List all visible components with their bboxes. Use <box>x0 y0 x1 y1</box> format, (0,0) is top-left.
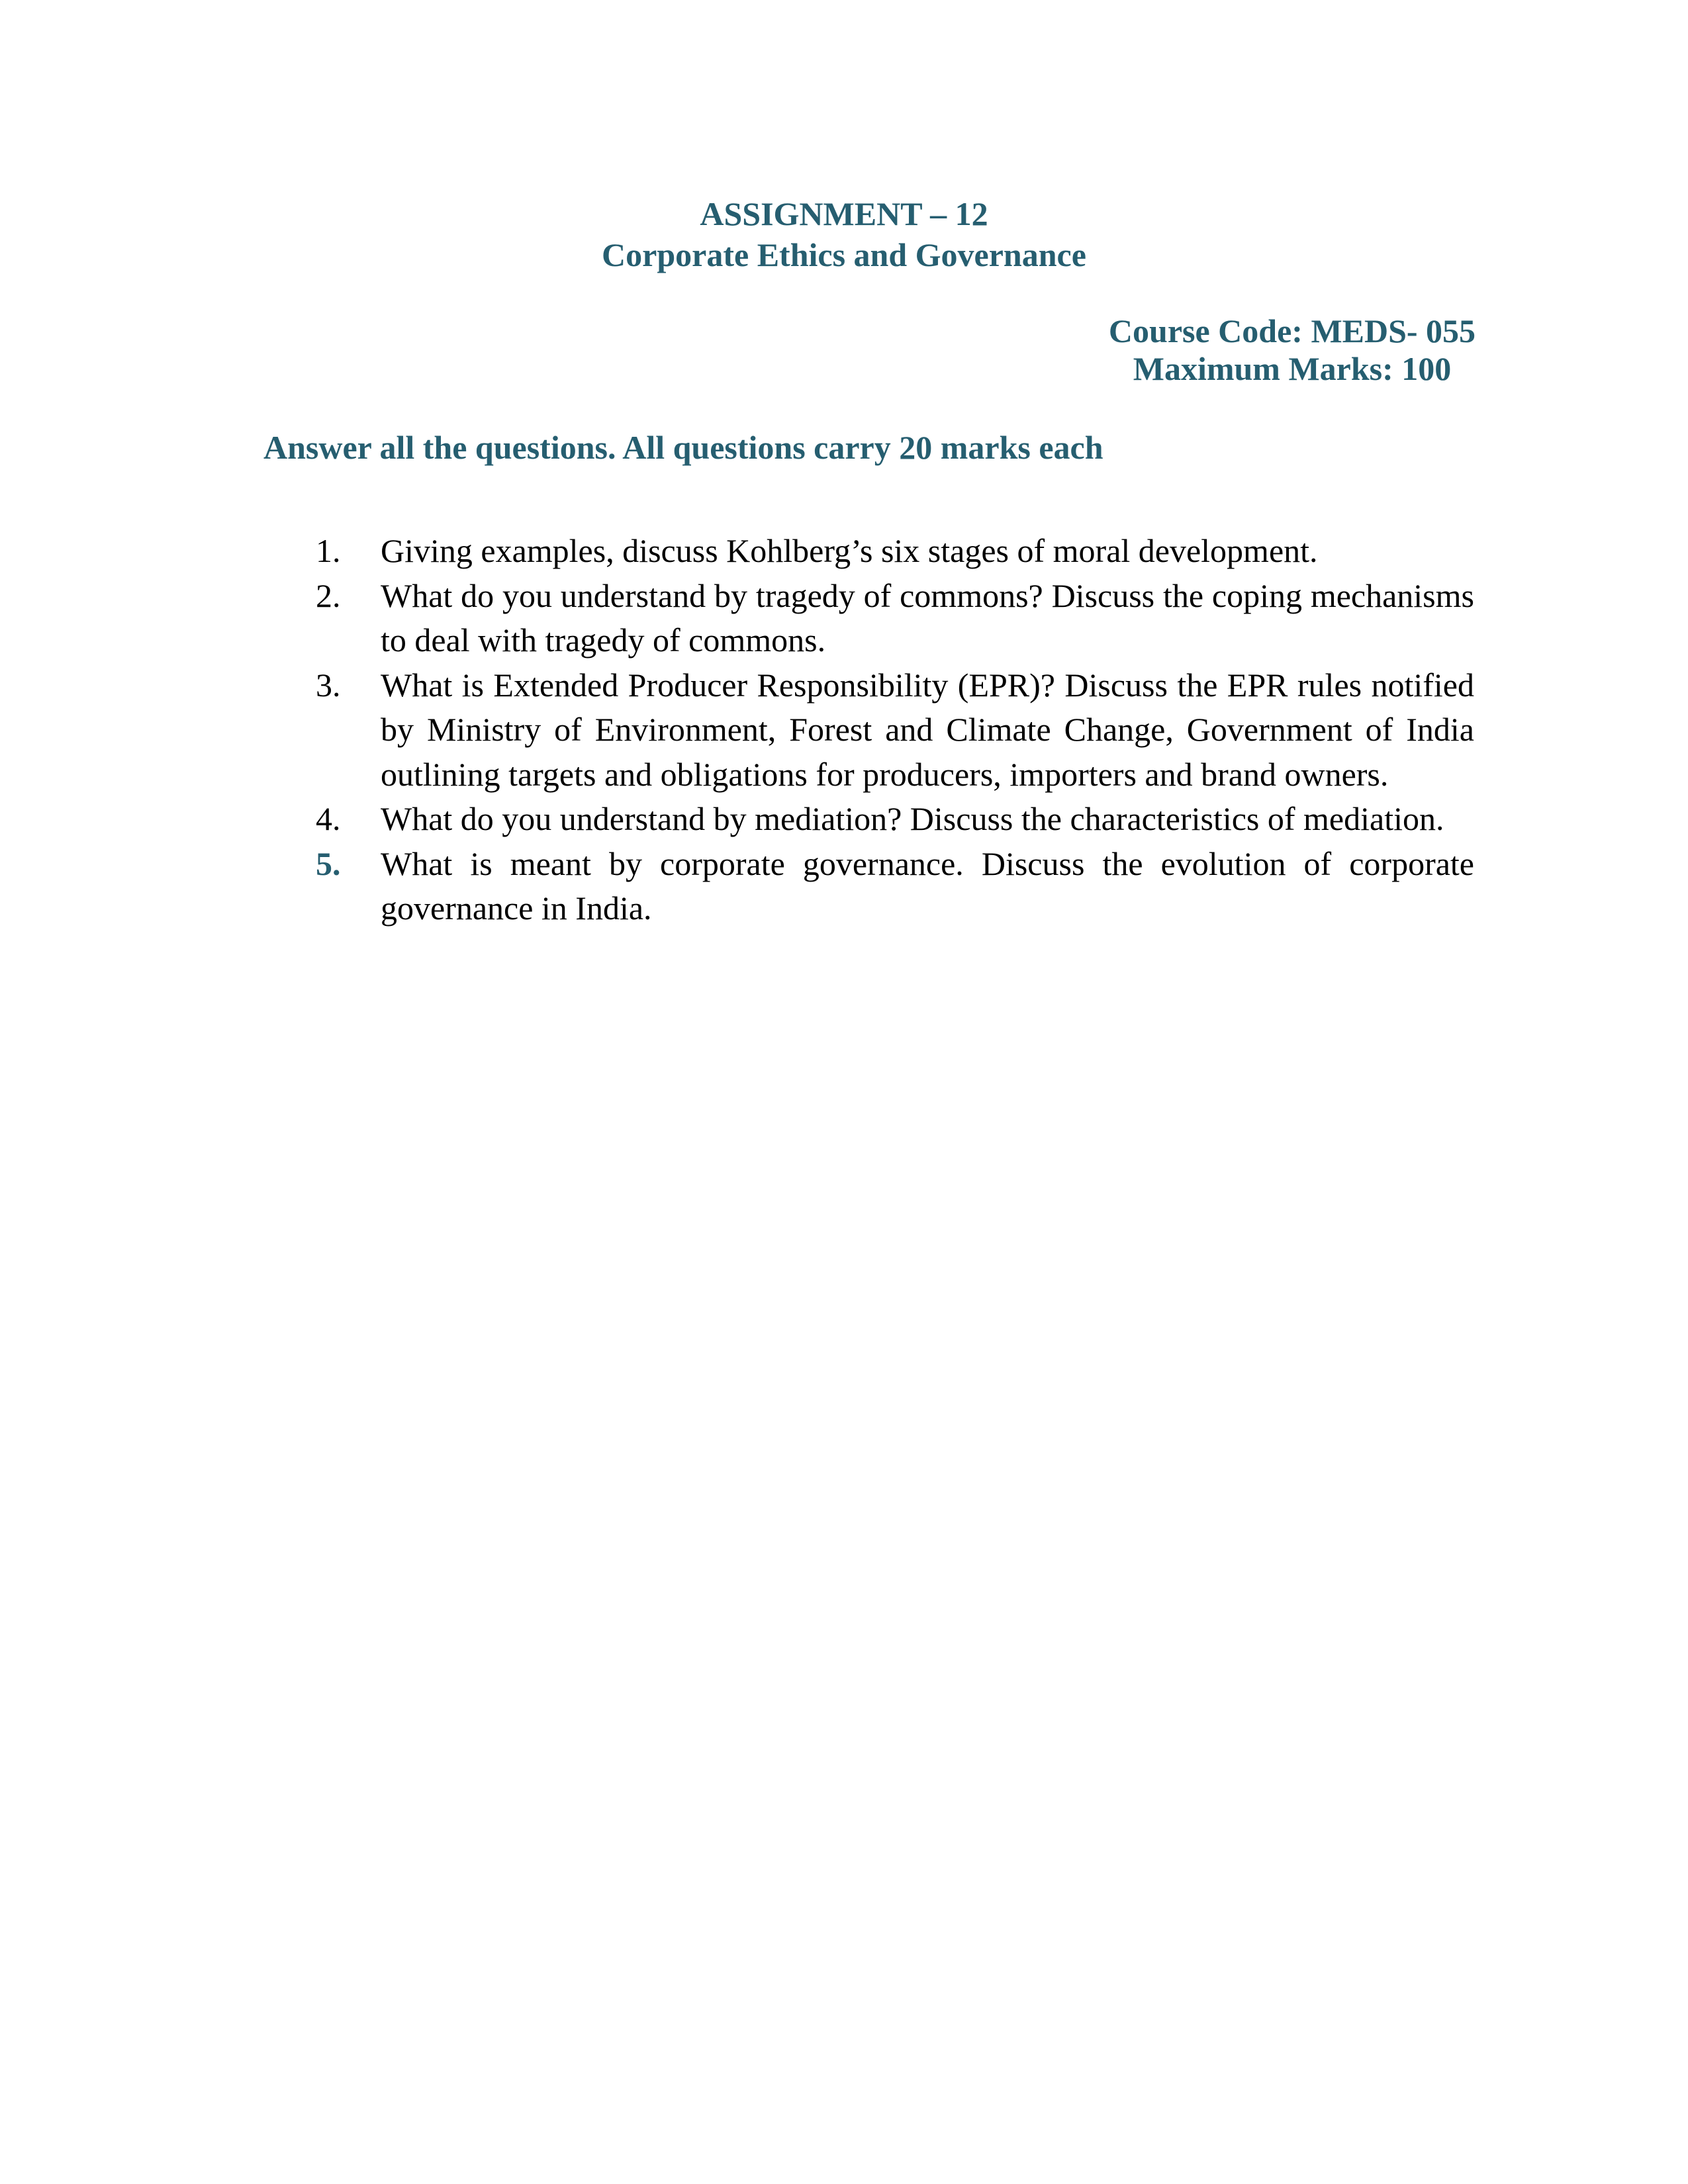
course-code: Course Code: MEDS- 055 <box>1108 312 1476 349</box>
question-line: What is Extended Producer Responsibility (EPR)? Discuss the EPR rules notified <box>381 666 1474 704</box>
question-item-5 <box>316 842 1474 931</box>
instruction-heading: Answer all the questions. All questions carry 20 marks each <box>263 429 1103 466</box>
questions-list <box>316 529 1474 931</box>
question-text <box>381 574 1474 663</box>
question-text <box>381 663 1474 797</box>
question-line: What do you understand by mediation? Discuss the characteristics of mediation. <box>381 800 1444 837</box>
title-line-1: ASSIGNMENT – 12 <box>700 195 988 232</box>
question-line: What is meant by corporate governance. Discuss the evolution of corporate <box>381 844 1474 882</box>
question-number: 5. <box>316 844 341 882</box>
question-text <box>381 529 1474 574</box>
maximum-marks: Maximum Marks: 100 <box>1133 350 1452 387</box>
question-line: Giving examples, discuss Kohlberg’s six stages of moral development. <box>381 532 1318 569</box>
document-title <box>0 193 1688 275</box>
question-line: outlining targets and obligations for producers, importers and brand owners. <box>381 755 1389 793</box>
question-number: 3. <box>316 666 341 704</box>
question-item-4 <box>316 797 1474 842</box>
course-info <box>1060 312 1524 388</box>
question-line: to deal with tragedy of commons. <box>381 621 826 659</box>
question-item-2 <box>316 574 1474 663</box>
question-number: 2. <box>316 576 341 614</box>
question-item-3 <box>316 663 1474 797</box>
question-line: governance in India. <box>381 889 652 927</box>
question-line: by Ministry of Environment, Forest and Climate Change, Government of India <box>381 711 1474 748</box>
question-text <box>381 842 1474 931</box>
question-number: 4. <box>316 800 341 837</box>
question-line: What do you understand by tragedy of commons? Discuss the coping mechanisms <box>381 576 1474 614</box>
question-item-1 <box>316 529 1474 574</box>
title-line-2: Corporate Ethics and Governance <box>602 236 1086 273</box>
question-number: 1. <box>316 532 341 569</box>
question-text <box>381 797 1474 842</box>
